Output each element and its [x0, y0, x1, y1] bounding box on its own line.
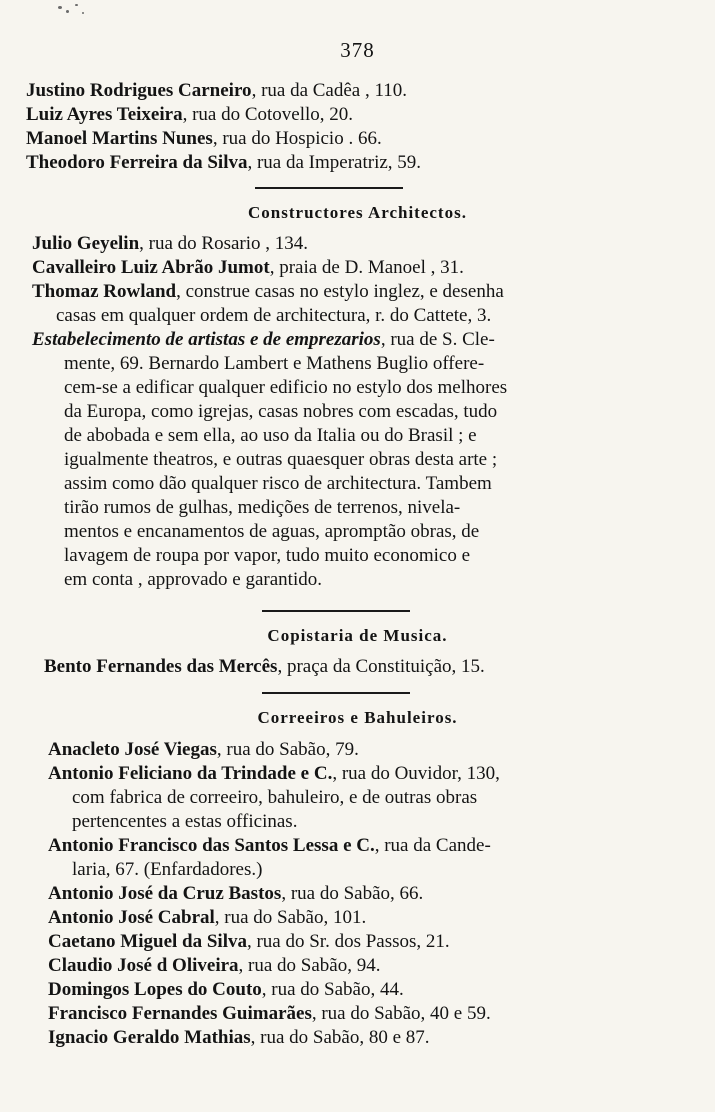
section-divider [262, 610, 410, 612]
section-copistaria-entries [0, 655, 715, 679]
list-item-continuation: lavagem de roupa por vapor, tudo muito economico e [64, 545, 471, 566]
list-item: Bento Fernandes das Mercês, praça da Constituição, 15. [44, 656, 485, 677]
list-item-continuation: pertencentes a estas officinas. [72, 811, 298, 832]
list-item: Thomaz Rowland, construe casas no estylo inglez, e desenha [32, 281, 504, 302]
list-item: Estabelecimento de artistas e de emprezarios, rua de S. Cle- [32, 329, 495, 350]
section-copistaria [0, 625, 715, 647]
section-divider [262, 692, 410, 694]
list-item: Antonio José da Cruz Bastos, rua do Sabão, 66. [48, 883, 424, 904]
scan-speck [82, 12, 84, 14]
list-item-continuation: cem-se a edificar qualquer edificio no estylo dos melhores [64, 377, 508, 398]
list-item: Theodoro Ferreira da Silva, rua da Imperatriz, 59. [26, 152, 422, 173]
list-item-continuation: laria, 67. (Enfardadores.) [72, 859, 263, 880]
list-item-continuation: mente, 69. Bernardo Lambert e Mathens Buglio offere- [64, 353, 485, 374]
page-number: 378 [340, 38, 375, 62]
list-item: Ignacio Geraldo Mathias, rua do Sabão, 80 e 87. [48, 1027, 430, 1048]
list-item: Anacleto José Viegas, rua do Sabão, 79. [48, 739, 359, 760]
section-constructores [0, 202, 715, 224]
list-item: Cavalleiro Luiz Abrão Jumot, praia de D. Manoel , 31. [32, 257, 464, 278]
scan-speck [75, 4, 78, 6]
section-constructores-entries [0, 232, 715, 592]
list-item-continuation: da Europa, como igrejas, casas nobres com escadas, tudo [64, 401, 498, 422]
list-item: Luiz Ayres Teixeira, rua do Cotovello, 20. [26, 104, 354, 125]
list-item: Antonio Francisco das Santos Lessa e C., rua da Cande- [48, 835, 491, 856]
list-item: Claudio José d Oliveira, rua do Sabão, 94. [48, 955, 381, 976]
section-heading: Copistaria de Musica. [267, 626, 448, 645]
list-item-continuation: mentos e encanamentos de aguas, apromptão obras, de [64, 521, 480, 542]
section-divider [255, 187, 403, 189]
list-item-continuation: com fabrica de correeiro, bahuleiro, e de outras obras [72, 787, 478, 808]
list-item: Domingos Lopes do Couto, rua do Sabão, 44. [48, 979, 404, 1000]
scan-speck [66, 10, 69, 13]
list-item-continuation: tirão rumos de gulhas, medições de terrenos, nivela- [64, 497, 461, 518]
list-item: Antonio José Cabral, rua do Sabão, 101. [48, 907, 367, 928]
section-correeiros-entries [0, 738, 715, 1050]
section-correeiros [0, 707, 715, 729]
list-item: Justino Rodrigues Carneiro, rua da Cadêa , 110. [26, 80, 408, 101]
list-item-continuation: de abobada e sem ella, ao uso da Italia ou do Brasil ; e [64, 425, 477, 446]
list-item-continuation: igualmente theatros, e outras quaesquer obras desta arte ; [64, 449, 498, 470]
top-entries [0, 79, 715, 175]
list-item-continuation: assim como dão qualquer risco de architectura. Tambem [64, 473, 492, 494]
list-item: Manoel Martins Nunes, rua do Hospicio . 66. [26, 128, 382, 149]
list-item: Julio Geyelin, rua do Rosario , 134. [32, 233, 309, 254]
list-item: Francisco Fernandes Guimarães, rua do Sabão, 40 e 59. [48, 1003, 491, 1024]
list-item: Antonio Feliciano da Trindade e C., rua do Ouvidor, 130, [48, 763, 500, 784]
list-item-continuation: casas em qualquer ordem de architectura, r. do Cattete, 3. [56, 305, 492, 326]
scan-speck [58, 6, 62, 9]
section-heading: Correeiros e Bahuleiros. [257, 708, 458, 727]
list-item: Caetano Miguel da Silva, rua do Sr. dos Passos, 21. [48, 931, 450, 952]
list-item-continuation: em conta , approvado e garantido. [64, 569, 322, 590]
section-heading: Constructores Architectos. [248, 203, 467, 222]
